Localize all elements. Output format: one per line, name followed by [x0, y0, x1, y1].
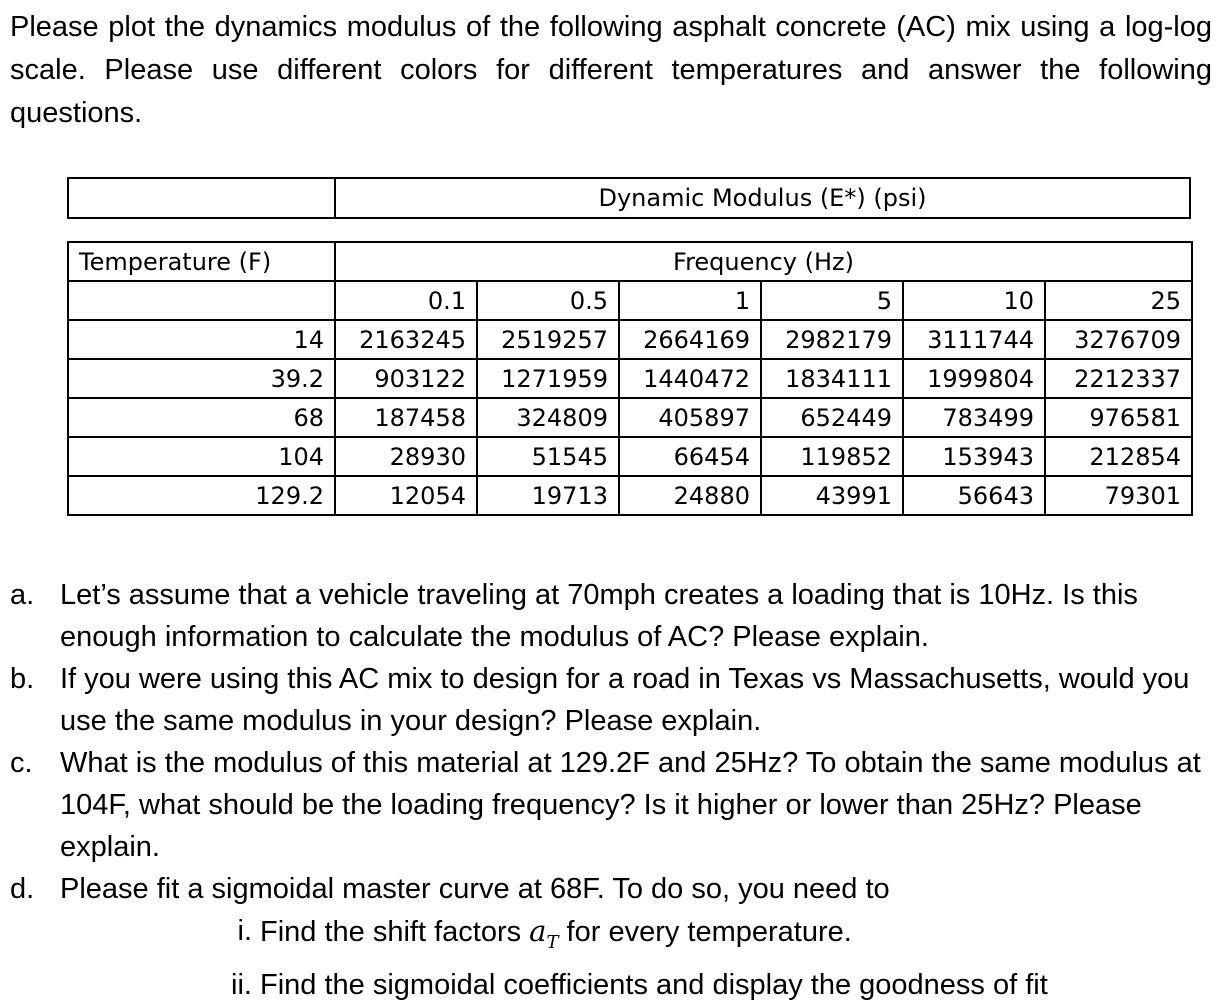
- modulus-cell: 79301: [1045, 476, 1192, 515]
- modulus-cell: 1999804: [903, 359, 1045, 398]
- question-c: [10, 742, 1210, 868]
- question-label: b.: [10, 663, 35, 695]
- modulus-cell: 24880: [619, 476, 761, 515]
- dynamic-modulus-table: [67, 241, 1193, 516]
- modulus-cell: 56643: [903, 476, 1045, 515]
- modulus-cell: 153943: [903, 437, 1045, 476]
- subquestion-label: i.: [237, 915, 252, 947]
- math-variable: a: [529, 914, 547, 948]
- modulus-cell: 43991: [761, 476, 903, 515]
- question-b: [10, 658, 1210, 742]
- table-title: Dynamic Modulus (E*) (psi): [335, 178, 1190, 218]
- question-d: [10, 868, 1210, 910]
- modulus-cell: 903122: [335, 359, 477, 398]
- question-text: Please fit a sigmoidal master curve at 68F. To do so, you need to: [60, 873, 890, 905]
- frequency-value: 25: [1045, 281, 1192, 320]
- modulus-cell: 1834111: [761, 359, 903, 398]
- frequency-value: 1: [619, 281, 761, 320]
- table-row: [68, 476, 1192, 515]
- math-subscript: T: [546, 931, 559, 953]
- modulus-cell: 783499: [903, 398, 1045, 437]
- modulus-cell: 1440472: [619, 359, 761, 398]
- modulus-cell: 1271959: [477, 359, 619, 398]
- shift-factor-symbol: [529, 914, 559, 953]
- subquestion-text: [260, 910, 852, 964]
- subquestion-label: ii.: [231, 968, 252, 1001]
- frequency-row: [68, 281, 1192, 320]
- table-title-row: [67, 177, 1191, 219]
- header-row: [68, 242, 1192, 281]
- temperature-cell: 104: [68, 437, 335, 476]
- frequency-value: 0.5: [477, 281, 619, 320]
- question-text: What is the modulus of this material at 129.2F and 25Hz? To obtain the same modulus at 104F, what should be the loading frequency? Is it higher or lower than 25Hz? Please explain.: [60, 747, 1201, 863]
- temperature-cell: 39.2: [68, 359, 335, 398]
- subquestion-text-after: for every temperature.: [558, 916, 852, 948]
- frequency-row-empty: [68, 281, 335, 320]
- temperature-header: Temperature (F): [68, 242, 335, 281]
- modulus-cell: 212854: [1045, 437, 1192, 476]
- modulus-cell: 2664169: [619, 320, 761, 359]
- intro-paragraph: Please plot the dynamics modulus of the following asphalt concrete (AC) mix using a log-log scale. Please use different colors for different temperatures and answer the following questions.: [10, 11, 1212, 129]
- subquestion-text-before: Find the shift factors: [260, 916, 530, 948]
- table-row: [68, 398, 1192, 437]
- question-text: If you were using this AC mix to design for a road in Texas vs Massachusetts, would you use the same modulus in your design? Please explain.: [60, 663, 1190, 737]
- subquestion-ii: [208, 964, 1210, 1006]
- modulus-cell: 28930: [335, 437, 477, 476]
- modulus-cell: 19713: [477, 476, 619, 515]
- frequency-value: 0.1: [335, 281, 477, 320]
- question-label: a.: [10, 579, 35, 611]
- modulus-cell: 652449: [761, 398, 903, 437]
- modulus-cell: 12054: [335, 476, 477, 515]
- table-row: [68, 437, 1192, 476]
- temperature-cell: 14: [68, 320, 335, 359]
- question-text: Let’s assume that a vehicle traveling at 70mph creates a loading that is 10Hz. Is this enough information to calculate the modulus of AC? Please explain.: [60, 579, 1138, 653]
- title-empty-cell: [68, 178, 335, 218]
- question-a: [10, 574, 1210, 658]
- subquestion-text: Find the sigmoidal coefficients and display the goodness of fit: [260, 968, 1048, 1001]
- question-label: d.: [10, 873, 35, 905]
- modulus-cell: 324809: [477, 398, 619, 437]
- modulus-cell: 3276709: [1045, 320, 1192, 359]
- question-label: c.: [10, 747, 33, 779]
- modulus-cell: 2519257: [477, 320, 619, 359]
- modulus-cell: 405897: [619, 398, 761, 437]
- frequency-value: 5: [761, 281, 903, 320]
- frequency-header: Frequency (Hz): [335, 242, 1192, 281]
- modulus-cell: 66454: [619, 437, 761, 476]
- temperature-cell: 68: [68, 398, 335, 437]
- table-row: [68, 359, 1192, 398]
- frequency-value: 10: [903, 281, 1045, 320]
- modulus-cell: 119852: [761, 437, 903, 476]
- subquestion-i: [208, 910, 1210, 964]
- modulus-cell: 2212337: [1045, 359, 1192, 398]
- table-row: [68, 320, 1192, 359]
- modulus-cell: 2163245: [335, 320, 477, 359]
- modulus-cell: 2982179: [761, 320, 903, 359]
- modulus-cell: 976581: [1045, 398, 1192, 437]
- modulus-cell: 187458: [335, 398, 477, 437]
- question-list: [10, 574, 1210, 1006]
- modulus-cell: 51545: [477, 437, 619, 476]
- modulus-cell: 3111744: [903, 320, 1045, 359]
- temperature-cell: 129.2: [68, 476, 335, 515]
